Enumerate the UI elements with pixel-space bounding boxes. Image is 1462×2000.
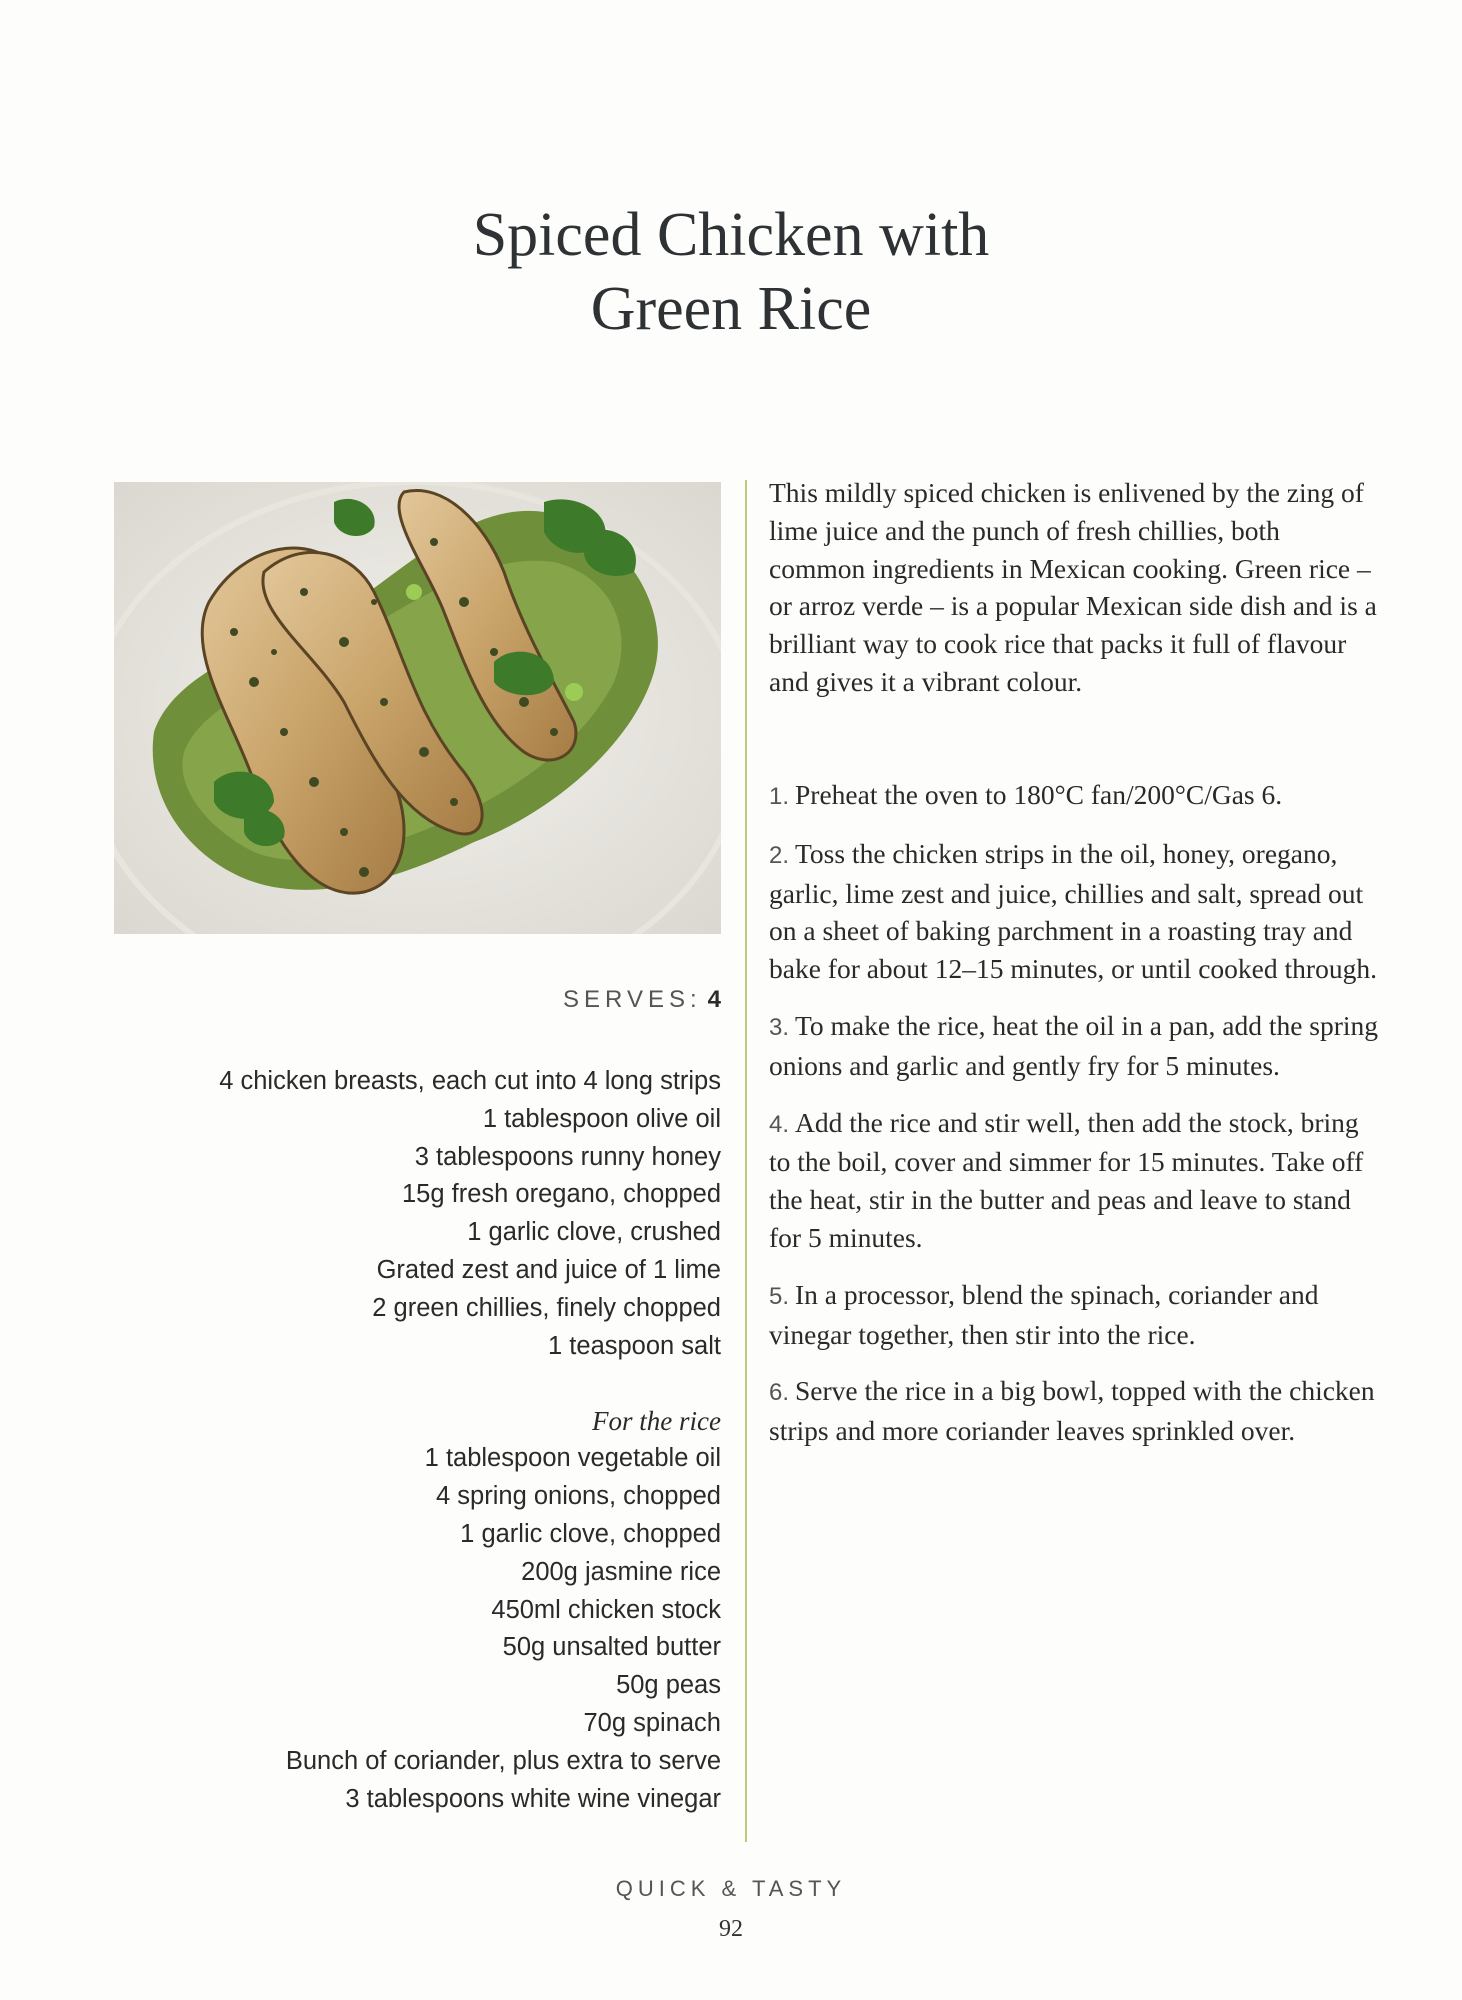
ingredient-item: 2 green chillies, finely chopped [372, 1293, 721, 1322]
step-number: 4. [769, 1110, 790, 1138]
rice-ingredient-item: 200g jasmine rice [521, 1557, 721, 1586]
rice-ingredient-item: Bunch of coriander, plus extra to serve [285, 1746, 721, 1775]
rice-ingredient-item: 70g spinach [583, 1708, 721, 1737]
dish-photo [114, 482, 721, 934]
ingredient-item: Grated zest and juice of 1 lime [376, 1255, 721, 1284]
ingredient-item: 1 teaspoon salt [548, 1331, 721, 1360]
step-text: In a processor, blend the spinach, coriander and vinegar together, then stir into the rice. [769, 1278, 1319, 1350]
method-step [769, 1104, 1379, 1257]
column-divider [745, 480, 747, 1842]
dish-photo-illustration [114, 482, 721, 934]
method-step [769, 1372, 1379, 1450]
step-text: Serve the rice in a big bowl, topped with the chicken strips and more coriander leaves sprinkled over. [769, 1375, 1375, 1447]
method-step [769, 776, 1379, 816]
step-number: 1. [769, 783, 790, 810]
step-text: Toss the chicken strips in the oil, honey, oregano, garlic, lime zest and juice, chillies and salt, spread out on a sheet of baking parchment in a roasting tray and bake for about 12–15 minutes, or until cooked through. [769, 837, 1377, 985]
rice-ingredient-item: 50g peas [616, 1671, 721, 1700]
method-step [769, 1276, 1379, 1354]
ingredient-item: 3 tablespoons runny honey [414, 1142, 721, 1171]
step-text: To make the rice, heat the oil in a pan, add the spring onions and garlic and gently fry for 5 minutes. [769, 1009, 1379, 1081]
serves-info [400, 985, 721, 1015]
step-number: 2. [769, 841, 790, 869]
serves-value: 4 [707, 986, 721, 1013]
rice-subheading: For the rice [592, 1406, 721, 1437]
method-step [769, 835, 1379, 988]
rice-ingredient-item: 3 tablespoons white wine vinegar [345, 1784, 721, 1813]
step-number: 3. [769, 1013, 790, 1041]
recipe-title [0, 198, 1462, 346]
serves-label: SERVES: [563, 986, 702, 1013]
rice-ingredient-item: 1 garlic clove, chopped [460, 1519, 721, 1548]
recipe-intro: This mildly spiced chicken is enlivened by the zing of lime juice and the punch of fresh chillies, both common ingredients in Mexican cooking. Green rice – or arroz verde – is a popular Mexican side dish and is a brilliant way to cook rice that packs it full of flavour and gives it a vibrant colour. [769, 477, 1377, 697]
step-text: Preheat the oven to 180°C fan/200°C/Gas 6. [795, 779, 1283, 810]
method-steps [769, 776, 1379, 1469]
ingredient-item: 1 garlic clove, crushed [467, 1218, 721, 1247]
section-footer: QUICK & TASTY [615, 1876, 847, 1901]
ingredient-item: 4 chicken breasts, each cut into 4 long strips [219, 1067, 721, 1095]
rice-ingredient-item: 4 spring onions, chopped [436, 1482, 721, 1511]
rice-ingredient-item: 1 tablespoon vegetable oil [424, 1444, 721, 1473]
rice-ingredient-item: 50g unsalted butter [502, 1633, 721, 1662]
ingredient-item: 15g fresh oregano, chopped [402, 1180, 721, 1209]
ingredients-list [121, 1063, 721, 1818]
recipe-title-line-2: Green Rice [590, 275, 872, 343]
step-number: 6. [769, 1379, 790, 1407]
ingredient-item: 1 tablespoon olive oil [482, 1104, 721, 1133]
rice-ingredient-item: 450ml chicken stock [491, 1595, 721, 1624]
step-text: Add the rice and stir well, then add the stock, bring to the boil, cover and simmer for 15 minutes. Take off the heat, stir in the butter and peas and leave to stand for 5 minutes. [769, 1106, 1364, 1253]
step-number: 5. [769, 1282, 790, 1310]
method-step [769, 1007, 1379, 1085]
page-number: 92 [719, 1916, 743, 1942]
recipe-title-line-1: Spiced Chicken with [472, 201, 990, 269]
